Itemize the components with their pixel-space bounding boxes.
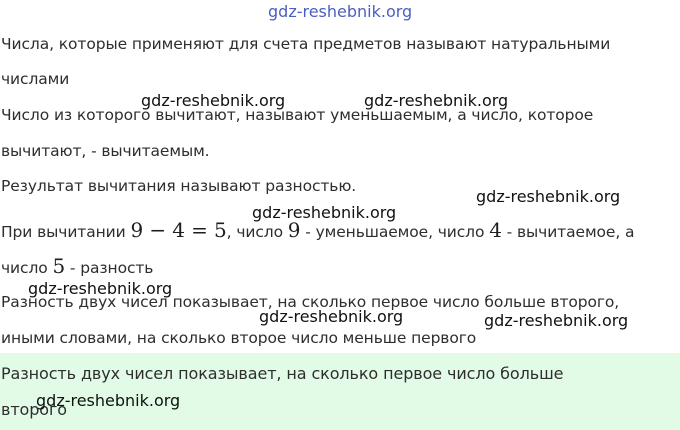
example-subtrahend: 4: [489, 218, 502, 242]
highlight-line2: второго: [1, 400, 67, 419]
paragraph-natural-numbers-line2: числами: [1, 70, 70, 88]
example-minuend: 9: [287, 218, 301, 242]
paragraph-difference-meaning-line1: Разность двух чисел показывает, на сколько первое число больше второго,: [1, 293, 620, 311]
paragraph-example-line2: [1, 256, 153, 278]
watermark: gdz-reshebnik.org: [36, 391, 181, 410]
watermark: gdz-reshebnik.org: [476, 187, 621, 206]
watermark: gdz-reshebnik.org: [28, 279, 173, 298]
example-expression: 9 − 4 = 5: [130, 218, 227, 242]
highlight-line1: Разность двух чисел показывает, на сколько первое число больше: [1, 364, 564, 383]
watermark: gdz-reshebnik.org: [141, 91, 286, 110]
watermark: gdz-reshebnik.org: [252, 203, 397, 222]
watermark-top: gdz-reshebnik.org: [268, 2, 413, 21]
paragraph-natural-numbers-line1: Числа, которые применяют для счета предметов называют натуральными: [1, 35, 611, 53]
watermark: gdz-reshebnik.org: [484, 311, 629, 330]
paragraph-minuend-line2: вычитают, - вычитаемым.: [1, 142, 210, 160]
example-line2-prefix: число: [1, 259, 53, 277]
example-prefix: При вычитании: [1, 223, 131, 241]
paragraph-difference-definition: Результат вычитания называют разностью.: [1, 177, 357, 195]
example-mid2: - уменьшаемое, число: [300, 223, 490, 241]
paragraph-minuend-line1: Число из которого вычитают, называют уменьшаемым, а число, которое: [1, 106, 594, 124]
paragraph-difference-meaning-line2: иными словами, на сколько второе число меньше первого: [1, 329, 477, 347]
paragraph-example-line1: [1, 220, 634, 242]
watermark: gdz-reshebnik.org: [364, 91, 509, 110]
watermark: gdz-reshebnik.org: [259, 307, 404, 326]
example-difference: 5: [52, 254, 66, 278]
example-mid1: , число: [226, 223, 288, 241]
example-line2-suffix: - разность: [65, 259, 154, 277]
example-mid3: - вычитаемое, а: [501, 223, 635, 241]
